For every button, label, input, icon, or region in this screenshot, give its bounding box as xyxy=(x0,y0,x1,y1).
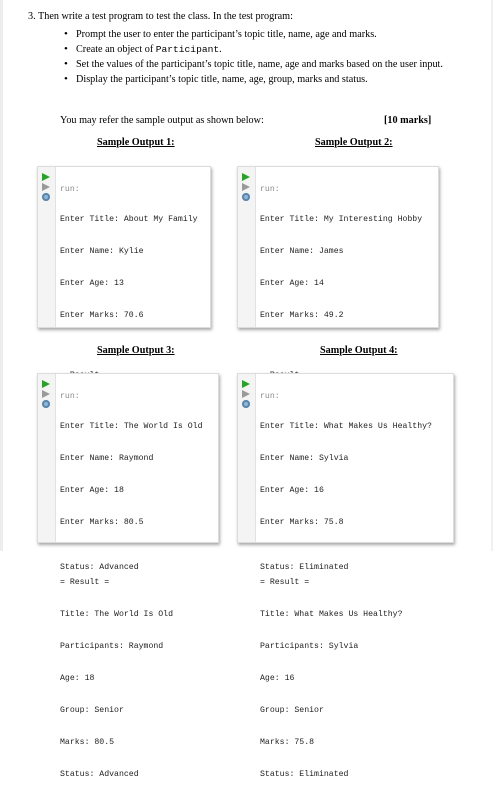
input-name: Enter Name: Raymond xyxy=(60,454,154,463)
console-gutter xyxy=(238,167,256,327)
result-header: = Result = xyxy=(260,578,310,587)
question-heading: 3. Then write a test program to test the class. In the test program: xyxy=(28,11,293,22)
requirements-list xyxy=(76,28,446,88)
bullet-set-values: • Set the values of the participant’s topic title, name, age and marks based on the user input. xyxy=(76,58,446,71)
result-participants: Participants: Sylvia xyxy=(260,642,359,651)
console-sample-3 xyxy=(37,373,219,779)
result-marks: Marks: 80.5 xyxy=(60,738,115,747)
console-text xyxy=(60,374,203,800)
result-group: Group: Senior xyxy=(60,706,124,715)
result-header: = Result = xyxy=(60,578,110,587)
result-participants: Participants: Raymond xyxy=(60,642,164,651)
run-icon[interactable] xyxy=(242,173,250,181)
result-age: Age: 16 xyxy=(260,674,295,683)
run-icon[interactable] xyxy=(242,380,250,388)
input-title: Enter Title: My Interesting Hobby xyxy=(260,215,423,224)
result-marks: Marks: 75.8 xyxy=(260,738,315,747)
input-marks: Enter Marks: 70.6 xyxy=(60,311,144,320)
run-label: run: xyxy=(60,392,80,401)
sample-output-4-title: Sample Output 4: xyxy=(320,345,398,356)
run-label: run: xyxy=(260,392,280,401)
sample-output-3-title: Sample Output 3: xyxy=(97,345,175,356)
bullet-create-post: . xyxy=(219,44,222,55)
console-gutter xyxy=(38,374,56,542)
settings-icon[interactable] xyxy=(242,400,250,408)
bullet-create-pre: Create an object of xyxy=(76,44,156,55)
result-age: Age: 18 xyxy=(60,674,95,683)
input-title: Enter Title: What Makes Us Healthy? xyxy=(260,422,432,431)
run-label: run: xyxy=(260,185,280,194)
blank-line xyxy=(260,548,432,558)
input-title: Enter Title: About My Family xyxy=(60,215,198,224)
input-marks: Enter Marks: 75.8 xyxy=(260,518,344,527)
result-title: Title: What Makes Us Healthy? xyxy=(260,610,403,619)
bullet-display: • Display the participant’s topic title, name, age, group, marks and status. xyxy=(76,73,446,86)
input-age: Enter Age: 16 xyxy=(260,486,324,495)
result-status: Status: Eliminated xyxy=(260,563,349,572)
sample-output-1-title: Sample Output 1: xyxy=(97,137,175,148)
result-status: Status: Advanced xyxy=(60,563,139,572)
console-gutter xyxy=(238,374,256,542)
result-title: Title: The World Is Old xyxy=(60,610,174,619)
settings-icon[interactable] xyxy=(242,193,250,201)
settings-icon[interactable] xyxy=(42,400,50,408)
class-name-code: Participant xyxy=(155,44,220,55)
input-title: Enter Title: The World Is Old xyxy=(60,422,203,431)
rerun-icon[interactable] xyxy=(42,390,50,398)
input-marks: Enter Marks: 80.5 xyxy=(60,518,144,527)
input-name: Enter Name: Sylvia xyxy=(260,454,349,463)
bullet-create-object xyxy=(76,43,446,56)
run-icon[interactable] xyxy=(42,173,50,181)
result-status: Status: Eliminated xyxy=(260,770,349,779)
run-label: run: xyxy=(60,185,80,194)
console-gutter xyxy=(38,167,56,327)
marks-label: [10 marks] xyxy=(384,115,432,126)
input-age: Enter Age: 14 xyxy=(260,279,324,288)
result-status: Status: Advanced xyxy=(60,770,139,779)
settings-icon[interactable] xyxy=(42,193,50,201)
sample-output-2-title: Sample Output 2: xyxy=(315,137,393,148)
input-name: Enter Name: Kylie xyxy=(60,247,144,256)
rerun-icon[interactable] xyxy=(242,390,250,398)
rerun-icon[interactable] xyxy=(42,183,50,191)
run-icon[interactable] xyxy=(42,380,50,388)
console-text xyxy=(260,374,432,800)
page-left-edge xyxy=(0,0,3,551)
input-age: Enter Age: 13 xyxy=(60,279,124,288)
input-name: Enter Name: James xyxy=(260,247,344,256)
rerun-icon[interactable] xyxy=(242,183,250,191)
bullet-prompt: • Prompt the user to enter the participant’s topic title, name, age and marks. xyxy=(76,28,446,41)
input-age: Enter Age: 18 xyxy=(60,486,124,495)
blank-line xyxy=(60,548,203,558)
result-group: Group: Senior xyxy=(260,706,324,715)
refer-note: You may refer the sample output as shown below: xyxy=(60,115,264,126)
input-marks: Enter Marks: 49.2 xyxy=(260,311,344,320)
console-sample-4 xyxy=(237,373,454,779)
